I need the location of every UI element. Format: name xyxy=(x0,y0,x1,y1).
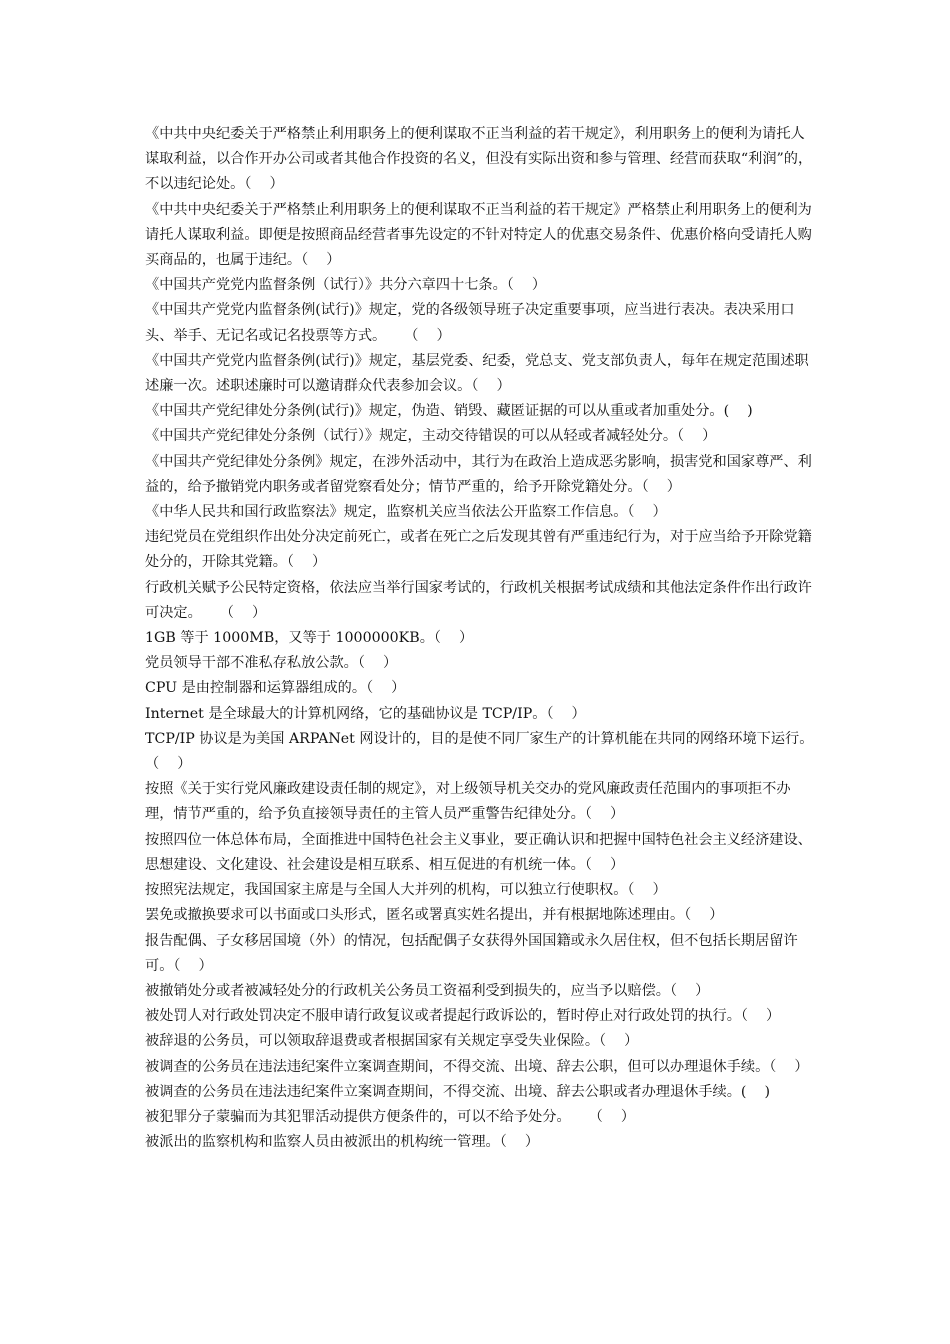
list-item: 罢免或撤换要求可以书面或口头形式，匿名或署真实姓名提出，并有根据地陈述理由。（ ） xyxy=(145,907,724,924)
list-item: 党员领导干部不准私存私放公款。（ ） xyxy=(145,655,398,672)
list-item: 被辞退的公务员，可以领取辞退费或者根据国家有关规定享受失业保险。（ ） xyxy=(145,1033,639,1050)
list-item: 《中国共产党党内监督条例(试行)》规定，基层党委、纪委，党总支、党支部负责人，每年在规定范围述职述廉一次。述职述廉时可以邀请群众代表参加会议。（ ） xyxy=(145,352,809,395)
list-item: 《中共中央纪委关于严格禁止利用职务上的便利谋取不正当利益的若干规定》严格禁止利用职务上的便利为请托人谋取利益。即便是按照商品经营者事先设定的不针对特定人的优惠交易条件、优惠价格向受请托人购买商品的，也属于违纪。（ ） xyxy=(145,201,812,269)
list-item: 被派出的监察机构和监察人员由被派出的机构统一管理。（ ） xyxy=(145,1134,540,1151)
list-item: 《中华人民共和国行政监察法》规定，监察机关应当依法公开监察工作信息。（ ） xyxy=(145,504,667,521)
list-item: 被调查的公务员在违法违纪案件立案调查期间，不得交流、出境、辞去公职或者办理退休手续。( ) xyxy=(145,1083,770,1100)
list-item: 《中国共产党纪律处分条例（试行）》规定，主动交待错误的可以从轻或者减轻处分。（ ） xyxy=(145,428,717,445)
list-item: CPU 是由控制器和运算器组成的。（ ） xyxy=(145,680,406,697)
list-item: 被犯罪分子蒙骗而为其犯罪活动提供方便条件的，可以不给予处分。 （ ） xyxy=(145,1108,636,1125)
list-item: 《中国共产党纪律处分条例(试行)》规定，伪造、销毁、藏匿证据的可以从重或者加重处分。( ) xyxy=(145,403,753,420)
list-item: 行政机关赋予公民特定资格，依法应当举行国家考试的，行政机关根据考试成绩和其他法定条件作出行政许可决定。 （ ） xyxy=(145,579,812,621)
list-item: 被处罚人对行政处罚决定不服申请行政复议或者提起行政诉讼的，暂时停止对行政处罚的执行。（ ） xyxy=(145,1008,781,1025)
list-item: 按照《关于实行党风廉政建设责任制的规定》，对上级领导机关交办的党风廉政责任范围内的事项拒不办理，情节严重的，给予负直接领导责任的主管人员严重警告纪律处分。（ ） xyxy=(145,781,791,823)
question-list xyxy=(145,122,817,1155)
list-item: 违纪党员在党组织作出处分决定前死亡，或者在死亡之后发现其曾有严重违纪行为，对于应当给予开除党籍处分的，开除其党籍。（ ） xyxy=(145,529,812,571)
list-item: 《中国共产党纪律处分条例》规定，在涉外活动中，其行为在政治上造成恶劣影响，损害党和国家尊严、利益的，给予撤销党内职务或者留党察看处分；情节严重的，给予开除党籍处分。（ ） xyxy=(145,453,812,495)
list-item: 按照四位一体总体布局，全面推进中国特色社会主义事业，要正确认识和把握中国特色社会主义经济建设、思想建设、文化建设、社会建设是相互联系、相互促进的有机统一体。（ ） xyxy=(145,831,812,873)
list-item: TCP/IP 协议是为美国 ARPANet 网设计的，目的是使不同厂家生产的计算机能在共同的网络环境下运行。（ ） xyxy=(145,730,814,773)
list-item: 《中国共产党党内监督条例（试行）》共分六章四十七条。（ ） xyxy=(145,277,547,294)
list-item: 被撤销处分或者被减轻处分的行政机关公务员工资福利受到损失的，应当予以赔偿。（ ） xyxy=(145,982,710,999)
list-item: 按照宪法规定，我国国家主席是与全国人大并列的机构，可以独立行使职权。（ ） xyxy=(145,882,667,899)
list-item: 1GB 等于 1000MB，又等于 1000000KB。（ ） xyxy=(145,630,474,647)
list-item: 《中国共产党党内监督条例(试行)》规定，党的各级领导班子决定重要事项，应当进行表决。表决采用口头、举手、无记名或记名投票等方式。 （ ） xyxy=(145,302,795,344)
list-item: 《中共中央纪委关于严格禁止利用职务上的便利谋取不正当利益的若干规定》，利用职务上的便利为请托人谋取利益，以合作开办公司或者其他合作投资的名义，但没有实际出资和参与管理、经营而获取“利润”的，不以违纪论处。（ ） xyxy=(145,126,813,193)
list-item: 报告配偶、子女移居国境（外）的情况，包括配偶子女获得外国国籍或永久居住权，但不包括长期居留许可。（ ） xyxy=(145,932,798,974)
list-item: Internet 是全球最大的计算机网络，它的基础协议是 TCP/IP。（ ） xyxy=(145,705,586,722)
list-item: 被调查的公务员在违法违纪案件立案调查期间，不得交流、出境、辞去公职，但可以办理退休手续。（ ） xyxy=(145,1058,809,1075)
